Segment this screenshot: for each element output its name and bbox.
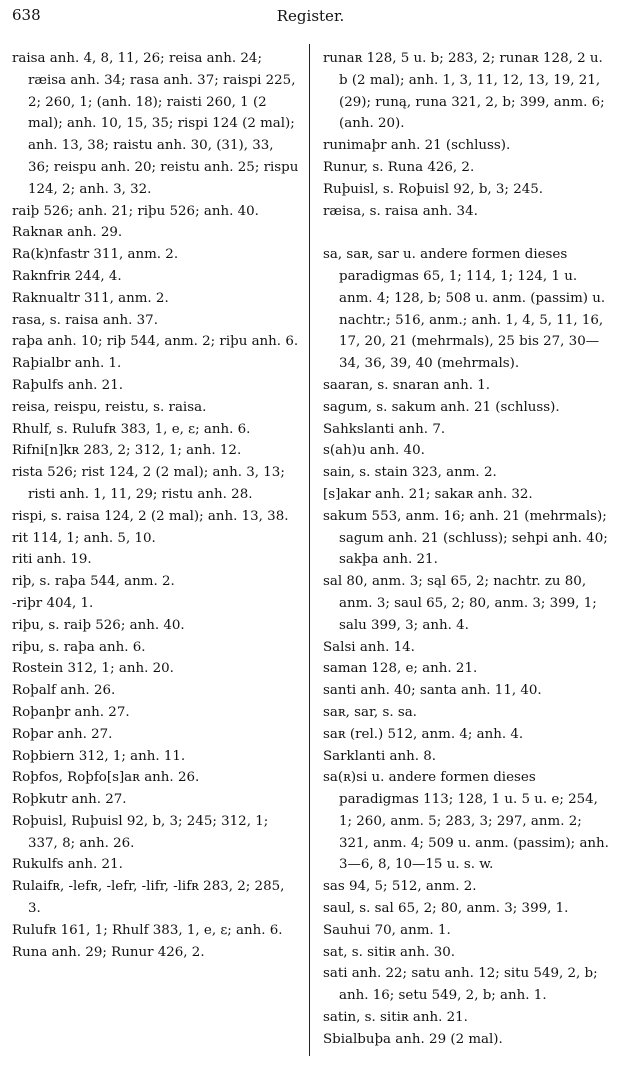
index-entry: satin, s. sitiʀ anh. 21.	[323, 1010, 468, 1026]
index-entry: santi anh. 40; santa anh. 11, 40.	[323, 683, 542, 699]
index-entry: rista 526; rist 124, 2 (2 mal); anh. 3, 13; risti anh. 1, 11, 29; ristu anh. 28.	[12, 465, 285, 502]
page-header	[12, 6, 609, 28]
index-entry: Roþanþr anh. 27.	[12, 704, 130, 720]
index-entry: Roþkutr anh. 27.	[12, 792, 127, 808]
index-entry: Roþalf anh. 26.	[12, 683, 116, 699]
index-entry: ræisa, s. raisa anh. 34.	[323, 203, 478, 219]
index-entry: Raþialbr anh. 1.	[12, 356, 122, 372]
page-number: 638	[12, 6, 41, 24]
index-entry: Salsi anh. 14.	[323, 639, 415, 655]
index-entry: raþa anh. 10; riþ 544, anm. 2; riþu anh. 6.	[12, 334, 299, 350]
index-entry: Sbialbuþa anh. 29 (2 mal).	[323, 1031, 503, 1047]
index-entry: [s]akar anh. 21; sakaʀ anh. 32.	[323, 486, 533, 502]
index-entry: rit 114, 1; anh. 5, 10.	[12, 530, 156, 546]
index-entry: sakum 553, anm. 16; anh. 21 (mehrmals); sagum anh. 21 (schluss); sehpi anh. 40; sakþa anh. 21.	[323, 508, 608, 568]
index-entry: Roþfos, Roþfo[s]aʀ anh. 26.	[12, 770, 200, 786]
index-entry: sa, saʀ, sar u. andere formen dieses paradigmas 65, 1; 114, 1; 124, 1 u. anm. 4; 128, b; 508 u. anm. (passim) u. nachtr.; 516, anm.; anh. 1, 4, 5, 11, 16, 17, 20, 21 (mehrmals), 25 bis 27, 30—34, 36, 39, 40 (mehrmals).	[323, 247, 606, 372]
index-entry: sa(ʀ)si u. andere formen dieses paradigmas 113; 128, 1 u. 5 u. e; 254, 1; 260, anm. 5; 283, 3; 297, anm. 2; 321, anm. 4; 509 u. anm. (passim); anh. 3—6, 8, 10—15 u. s. w.	[323, 770, 609, 873]
index-entry: rasa, s. raisa anh. 37.	[12, 312, 158, 328]
running-title: Register.	[276, 7, 345, 25]
index-entry: Roþar anh. 27.	[12, 726, 113, 742]
index-entry: saʀ, sar, s. sa.	[323, 704, 417, 720]
right-column	[323, 48, 611, 1051]
index-entry: reisa, reispu, reistu, s. raisa.	[12, 399, 207, 415]
index-entry: sagum, s. sakum anh. 21 (schluss).	[323, 399, 560, 415]
index-entry: Roþbiern 312, 1; anh. 11.	[12, 748, 186, 764]
index-entry: sat, s. sitiʀ anh. 30.	[323, 944, 456, 960]
index-entry: Sarklanti anh. 8.	[323, 748, 437, 764]
index-entry: Rhulf, s. Rulufʀ 383, 1, e, ε; anh. 6.	[12, 421, 251, 437]
index-entry: Sauhui 70, anm. 1.	[323, 922, 451, 938]
index-entry: s(ah)u anh. 40.	[323, 443, 425, 459]
index-entry: Runa anh. 29; Runur 426, 2.	[12, 944, 205, 960]
index-entry: runimaþr anh. 21 (schluss).	[323, 138, 511, 154]
index-entry: raisa anh. 4, 8, 11, 26; reisa anh. 24; ræisa anh. 34; rasa anh. 37; raispi 225, 2; 260, 1; (anh. 18); raisti 260, 1 (2 mal); anh. 10, 15, 35; rispi 124 (2 mal); anh. 13, 38; raistu anh. 30, (31), 33, 36; reispu anh. 20; reistu anh. 25; rispu 124, 2; anh. 3, 32.	[12, 51, 299, 197]
index-entry: riþu, s. raþa anh. 6.	[12, 639, 146, 655]
index-entry: Rostein 312, 1; anh. 20.	[12, 661, 174, 677]
index-entry: Sahkslanti anh. 7.	[323, 421, 446, 437]
index-entry: saʀ (rel.) 512, anm. 4; anh. 4.	[323, 726, 524, 742]
index-entry: -riþr 404, 1.	[12, 595, 94, 611]
index-entry: rispi, s. raisa 124, 2 (2 mal); anh. 13, 38.	[12, 508, 289, 524]
index-entry: raiþ 526; anh. 21; riþu 526; anh. 40.	[12, 203, 259, 219]
left-column	[12, 48, 299, 963]
index-entry: riþ, s. raþa 544, anm. 2.	[12, 574, 175, 590]
index-entry: Rulaifʀ, -lefʀ, -lefr, -lifr, -lifʀ 283, 2; 285, 3.	[12, 879, 285, 917]
index-entry: saul, s. sal 65, 2; 80, anm. 3; 399, 1.	[323, 901, 569, 917]
index-entry: Ruþuisl, s. Roþuisl 92, b, 3; 245.	[323, 181, 544, 197]
index-entry: Raknualtr 311, anm. 2.	[12, 290, 169, 306]
index-entry: sain, s. stain 323, anm. 2.	[323, 465, 497, 481]
index-entry: Rukulfs anh. 21.	[12, 857, 123, 873]
index-entry: Roþuisl, Ruþuisl 92, b, 3; 245; 312, 1; 337, 8; anh. 26.	[12, 813, 269, 851]
index-entry: Rifni[n]kʀ 283, 2; 312, 1; anh. 12.	[12, 443, 242, 459]
index-entry: Raknfriʀ 244, 4.	[12, 268, 122, 284]
index-entry: sal 80, anm. 3; sąl 65, 2; nachtr. zu 80, anm. 3; saul 65, 2; 80, anm. 3; 399, 1; salu 399, 3; anh. 4.	[323, 574, 597, 633]
index-entry: Raþulfs anh. 21.	[12, 377, 123, 393]
index-entry: Runur, s. Runa 426, 2.	[323, 159, 475, 175]
index-entry: sati anh. 22; satu anh. 12; situ 549, 2, b; anh. 16; setu 549, 2, b; anh. 1.	[323, 966, 598, 1004]
column-divider	[309, 44, 310, 1056]
index-entry: Raknaʀ anh. 29.	[12, 225, 123, 241]
index-entry: runaʀ 128, 5 u. b; 283, 2; runaʀ 128, 2 u. b (2 mal); anh. 1, 3, 11, 12, 13, 19, 21, (29); runą, runa 321, 2, b; 399, anm. 6; (anh. 20).	[323, 51, 605, 132]
index-entry: riti anh. 19.	[12, 552, 92, 568]
index-entry: saman 128, e; anh. 21.	[323, 661, 478, 677]
index-entry: Rulufʀ 161, 1; Rhulf 383, 1, e, ε; anh. 6.	[12, 922, 283, 938]
index-entry: riþu, s. raiþ 526; anh. 40.	[12, 617, 185, 633]
index-entry: sas 94, 5; 512, anm. 2.	[323, 879, 477, 895]
index-entry: saaran, s. snaran anh. 1.	[323, 377, 491, 393]
index-entry: Ra(k)nfastr 311, anm. 2.	[12, 247, 179, 263]
